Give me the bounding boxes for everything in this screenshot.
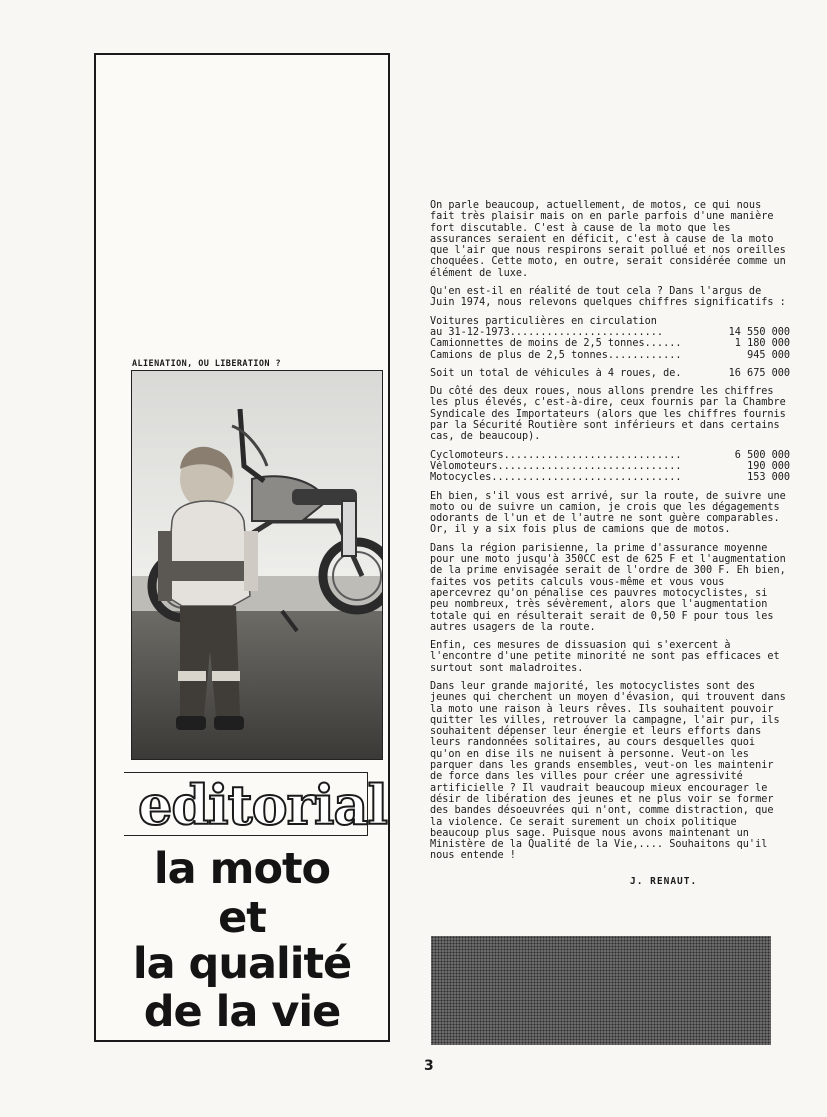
editorial-label: editorial (138, 773, 388, 837)
row-value: 153 000 (747, 472, 790, 484)
photo-caption: ALIENATION, OU LIBERATION ? (132, 359, 281, 369)
row-label: Soit un total de véhicules à 4 roues, de. (430, 367, 682, 379)
row-value: 14 550 000 (728, 326, 790, 338)
author-signature: J. RENAUT. (630, 875, 698, 887)
paragraph-two-wheels: Du côté des deux roues, nous allons prendre les chiffres les plus élevés, c'est-à-dire, ceux fournis par la Chambre Syndicale des Importateurs (alors que les chiffres fournis par la Sécurité Routière sont inférieurs et dans certains cas, de beaucoup). (430, 386, 786, 443)
page-number: 3 (424, 1058, 434, 1074)
vehicle-table-heading: Voitures particulières en circulation (430, 315, 657, 327)
row-label: Camions de plus de 2,5 tonnes............ (430, 349, 682, 361)
table-row (430, 450, 790, 461)
paragraph-conclusion: Dans leur grande majorité, les motocyclistes sont des jeunes qui cherchent un moyen d'évasion, qui trouvent dans la moto une raison à leurs rêves. Ils souhaitent pouvoir quitter les villes, retrouver la campagne, l'air pur, ils souhaitent dépenser leur énergie et leurs efforts dans leurs randonnées solitaires, au cours desquelles quoi qu'on en dise ils ne nuisent à personne. Veut-on les parquer dans les grands ensembles, veut-on les maintenir de force dans les villes pour créer une agressivité artificielle ? Il vaudrait beaucoup mieux encourager le désir de libération des jeunes et ne plus voir se former des bandes désoeuvrées qui n'ont, comme distraction, que la violence. Ce serait surement un choix politique beaucoup plus sage. Puisque nous avons maintenant un Ministère de la Qualité de la Vie,.... Souhaitons qu'il nous entende ! (430, 680, 786, 862)
row-label: Vélomoteurs.............................. (430, 460, 682, 472)
headline-line-2: et (218, 893, 266, 943)
row-label: Camionnettes de moins de 2,5 tonnes...... (430, 338, 682, 350)
table-row (430, 461, 790, 472)
row-value: 945 000 (747, 349, 790, 361)
table-row (430, 350, 790, 361)
table-row (430, 368, 790, 379)
row-value: 6 500 000 (734, 449, 790, 461)
vehicle-total (430, 368, 790, 379)
paragraph-dissuasion: Enfin, ces mesures de dissuasion qui s'exercent à l'encontre d'une petite minorité ne sont pas efficaces et surtout sont maladroites. (430, 640, 780, 674)
two-wheel-table (430, 450, 790, 484)
table-row (430, 472, 790, 483)
paragraph-intro: On parle beaucoup, actuellement, de motos, ce qui nous fait très plaisir mais on en parle parfois d'une manière fort discutable. C'est à cause de la moto que les assurances seraient en déficit, c'est à cause de la moto que l'air que nous respirons serait pollué et nos oreilles choquées. Cette moto, en outre, serait considérée comme un élément de luxe. (430, 200, 786, 279)
table-row (430, 327, 790, 338)
row-label: Motocycles............................... (430, 472, 682, 484)
row-value: 1 180 000 (734, 338, 790, 350)
paragraph-trucks: Eh bien, s'il vous est arrivé, sur la route, de suivre une moto ou de suivre un camion, je crois que les dégagements odorants de l'un et de l'autre ne sont guère comparables. Or, il y a six fois plus de camions que de motos. (430, 490, 786, 536)
row-label: au 31-12-1973......................... (430, 326, 664, 338)
article-body (430, 200, 790, 887)
editorial-label-box (124, 772, 388, 837)
halftone-block (431, 936, 771, 1045)
headline-line-3: la qualité (132, 939, 352, 989)
photo-child-with-motorcycle (131, 370, 383, 760)
table-row (430, 338, 790, 349)
headline-line-4: de la vie (143, 987, 341, 1037)
row-value: 190 000 (747, 460, 790, 472)
row-value: 16 675 000 (728, 367, 790, 379)
vehicle-table (430, 316, 790, 361)
paragraph-question: Qu'en est-il en réalité de tout cela ? Dans l'argus de Juin 1974, nous relevons quelques chiffres significatifs : (430, 286, 786, 309)
row-label: Cyclomoteurs............................. (430, 449, 682, 461)
paragraph-insurance: Dans la région parisienne, la prime d'assurance moyenne pour une moto jusqu'à 350CC est de 625 F et l'augmentation de la prime envisagée serait de l'ordre de 300 F. Eh bien, faites vos petits calculs vous-même et vous vous apercevrez qu'on pénalise ces pauvres motocyclistes, si peu nombreux, très sévèrement, alors que l'augmentation totale qui en résulterait serait de 0,50 F pour tous les autres usagers de la route. (430, 542, 786, 633)
headline-line-1: la moto (153, 844, 331, 894)
